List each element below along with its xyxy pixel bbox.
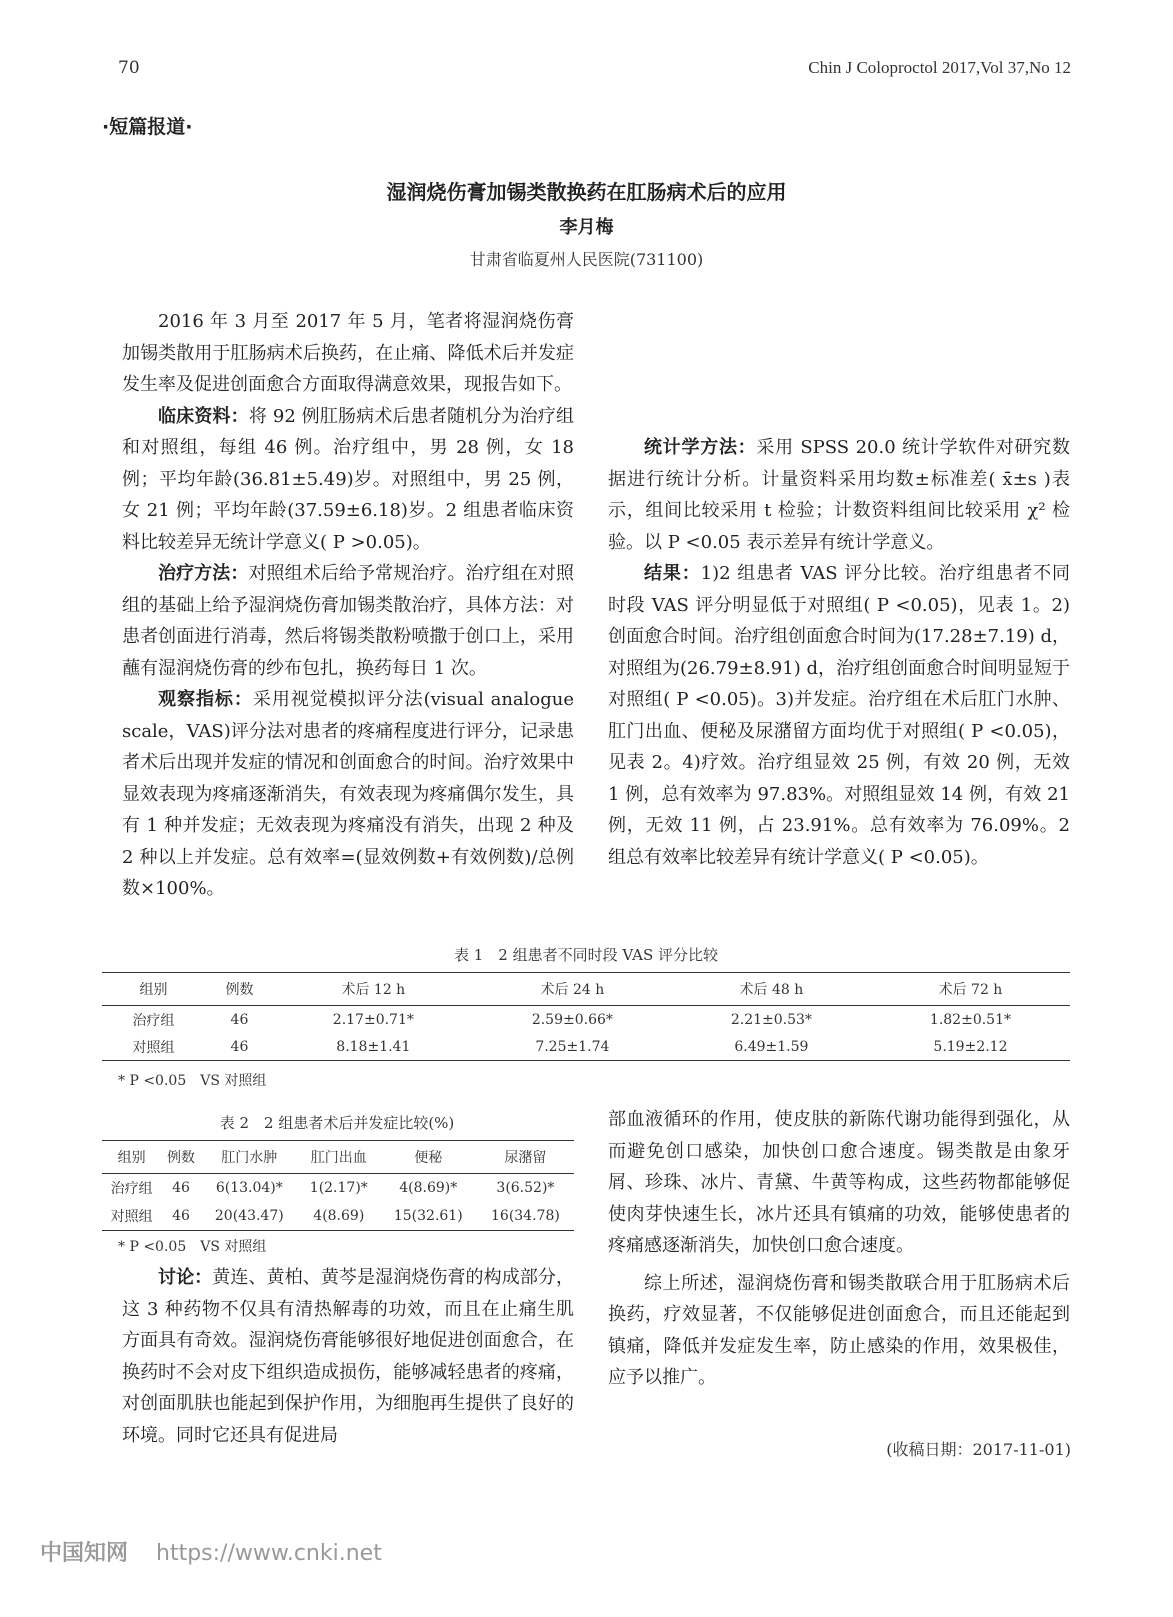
watermark-url[interactable]: https://www.cnki.net xyxy=(156,1541,382,1566)
table1-caption: 表 1 2 组患者不同时段 VAS 评分比较 xyxy=(453,946,719,964)
table2-header-row xyxy=(102,1141,574,1174)
cnki-watermark[interactable] xyxy=(40,1536,382,1567)
table-row xyxy=(102,1006,1070,1034)
article-title: 湿润烧伤膏加锡类散换药在肛肠病术后的应用 xyxy=(386,180,787,204)
intro-paragraph: 2016 年 3 月至 2017 年 5 月，笔者将湿润烧伤膏加锡类散用于肛肠病术后换药，在止痛、降低术后并发症发生率及促进创面愈合方面取得满意效果，现报告如下。 xyxy=(122,311,574,395)
table-cell: 15(32.61) xyxy=(393,1208,463,1224)
table-row xyxy=(102,1174,574,1203)
table1 xyxy=(102,972,1070,1061)
table-cell: 对照组 xyxy=(132,1039,175,1056)
table2-header: 组别 xyxy=(102,1141,161,1174)
left-column-bottom xyxy=(122,1262,574,1451)
treatment-paragraph xyxy=(122,558,574,684)
observation-text: 采用视觉模拟评分法(visual analogue scale，VAS)评分法对患者的疼痛程度进行评分，记录患者术后出现并发症的情况和创面愈合的时间。治疗效果中显效表现为疼痛逐渐消失，有效表现为疼痛偶尔发生，具有 1 种并发症；无效表现为疼痛没有消失，出现 2 种及 2 种以上并发症。总有效率=(显效例数+有效例数)/总例数×100%。 xyxy=(122,689,575,899)
stats-text: 采用 SPSS 20.0 统计学软件对研究数据进行统计分析。计量资料采用均数±标准差( x̄±s )表示，组间比较采用 t 检验；计数资料组间比较采用 χ² 检验。以 P <0.05 表示差异有统计学意义。 xyxy=(608,437,1071,553)
table1-header: 术后 24 h xyxy=(473,973,672,1006)
table1-footnote: * P <0.05 VS 对照组 xyxy=(118,1073,267,1089)
table-cell: 46 xyxy=(230,1011,249,1028)
table-row xyxy=(102,1202,574,1231)
table-cell: 46 xyxy=(172,1208,190,1224)
table-cell: 6.49±1.59 xyxy=(734,1038,809,1055)
table-cell: 1.82±0.51* xyxy=(929,1011,1011,1028)
discussion-continued: 部血液循环的作用，使皮肤的新陈代谢功能得到强化，从而避免创口感染，加快创口愈合速度。锡类散是由象牙屑、珍珠、冰片、青黛、牛黄等构成，这些药物都能够促使肉芽快速生长，冰片还具有镇痛的功效，能够使患者的疼痛感逐渐消失，加快创口愈合速度。 xyxy=(608,1109,1070,1256)
table2-caption: 表 2 2 组患者术后并发症比较(%) xyxy=(219,1114,455,1132)
table2-header: 便秘 xyxy=(380,1141,477,1174)
table1-header: 术后 48 h xyxy=(672,973,871,1006)
observation-paragraph xyxy=(122,684,574,905)
section-label: ·短篇报道· xyxy=(102,116,193,138)
discussion-text: 黄连、黄柏、黄芩是湿润烧伤膏的构成部分，这 3 种药物不仅具有清热解毒的功效，而且在止痛生肌方面具有奇效。湿润烧伤膏能够很好地促进创面愈合，在换药时不会对皮下组织造成损伤，能够减轻患者的疼痛，对创面肌肤也能起到保护作用，为细胞再生提供了良好的环境。同时它还具有促进局 xyxy=(122,1267,575,1446)
table-cell: 8.18±1.41 xyxy=(336,1038,411,1055)
table-cell: 5.19±2.12 xyxy=(933,1038,1008,1055)
table-row xyxy=(102,1033,1070,1061)
table1-header: 组别 xyxy=(102,973,205,1006)
watermark-brand: 中国知网 xyxy=(40,1541,129,1566)
results-text: 1)2 组患者 VAS 评分比较。治疗组患者不同时段 VAS 评分明显低于对照组( P <0.05)，见表 1。2)创面愈合时间。治疗组创面愈合时间为(17.28±7.19) d，对照组为(26.79±8.91) d，治疗组创面愈合时间明显短于对照组( P <0.05)。3)并发症。治疗组在术后肛门水肿、肛门出血、便秘及尿潴留方面均优于对照组( P <0.05)，见表 2。4)疗效。治疗组显效 25 例，有效 20 例，无效 1 例，总有效率为 97.83%。对照组显效 14 例，有效 21 例，无效 11 例，占 23.91%。总有效率为 76.09%。2 组总有效率比较差异有统计学意义( P <0.05)。 xyxy=(608,563,1070,868)
results-heading: 结果： xyxy=(644,563,701,584)
clinical-paragraph xyxy=(122,401,574,559)
table-cell: 46 xyxy=(172,1180,190,1196)
clinical-heading: 临床资料： xyxy=(158,405,249,427)
conclusion-paragraph: 综上所述，湿润烧伤膏和锡类散联合用于肛肠病术后换药，疗效显著，不仅能够促进创面愈合，而且还能起到镇痛，降低并发症发生率，防止感染的作用，效果极佳，应予以推广。 xyxy=(608,1272,1070,1388)
table-cell: 1(2.17)* xyxy=(309,1180,368,1196)
table-cell: 6(13.04)* xyxy=(215,1180,283,1196)
table-cell: 20(43.47) xyxy=(214,1208,284,1224)
results-paragraph xyxy=(608,558,1070,873)
stats-heading: 统计学方法： xyxy=(644,437,757,458)
table1-header: 术后 72 h xyxy=(871,973,1070,1006)
table2-header: 肛门出血 xyxy=(298,1141,380,1174)
page-number: 70 xyxy=(118,58,140,78)
table1-header: 例数 xyxy=(205,973,274,1006)
left-column-top xyxy=(122,306,574,905)
table-cell: 治疗组 xyxy=(110,1181,153,1197)
discussion-heading: 讨论： xyxy=(158,1267,213,1288)
table2 xyxy=(102,1140,574,1231)
table-cell: 对照组 xyxy=(110,1209,153,1225)
journal-header: Chin J Coloproctol 2017,Vol 37,No 12 xyxy=(808,58,1071,77)
discussion-paragraph xyxy=(122,1262,574,1451)
stats-paragraph xyxy=(608,432,1070,558)
treatment-text: 对照组术后给予常规治疗。治疗组在对照组的基础上给予湿润烧伤膏加锡类散治疗，具体方法：对患者创面进行消毒，然后将锡类散粉喷撒于创口上，采用蘸有湿润烧伤膏的纱布包扎，换药每日 1 次。 xyxy=(122,563,575,679)
table-cell: 2.17±0.71* xyxy=(332,1011,414,1028)
table-cell: 2.59±0.66* xyxy=(531,1011,613,1028)
right-column-bottom xyxy=(608,1104,1070,1394)
table-cell: 3(6.52)* xyxy=(496,1180,555,1196)
observation-heading: 观察指标： xyxy=(158,689,253,710)
article-author: 李月梅 xyxy=(559,217,614,238)
table-cell: 治疗组 xyxy=(132,1012,175,1029)
table-cell: 2.21±0.53* xyxy=(730,1011,812,1028)
table-cell: 16(34.78) xyxy=(491,1208,560,1224)
article-affiliation: 甘肃省临夏州人民医院(731100) xyxy=(469,250,704,269)
clinical-text: 将 92 例肛肠病术后患者随机分为治疗组和对照组，每组 46 例。治疗组中，男 28 例，女 18 例；平均年龄(36.81±5.49)岁。对照组中，男 25 例，女 21 例；平均年龄(37.59±6.18)岁。2 组患者临床资料比较差异无统计学意义( P >0.05)。 xyxy=(122,405,574,553)
table-cell: 46 xyxy=(230,1038,249,1055)
table2-header: 尿潴留 xyxy=(477,1141,574,1174)
table2-header: 例数 xyxy=(161,1141,201,1174)
table2-footnote: * P <0.05 VS 对照组 xyxy=(118,1239,267,1255)
received-date: (收稿日期：2017-11-01) xyxy=(886,1440,1071,1459)
table-cell: 4(8.69) xyxy=(313,1208,365,1224)
table1-header: 术后 12 h xyxy=(274,973,473,1006)
table-cell: 7.25±1.74 xyxy=(535,1038,610,1055)
table1-header-row xyxy=(102,973,1070,1006)
right-column-top xyxy=(608,306,1070,873)
table2-header: 肛门水肿 xyxy=(201,1141,298,1174)
treatment-heading: 治疗方法： xyxy=(158,563,249,584)
table-cell: 4(8.69)* xyxy=(399,1180,458,1196)
